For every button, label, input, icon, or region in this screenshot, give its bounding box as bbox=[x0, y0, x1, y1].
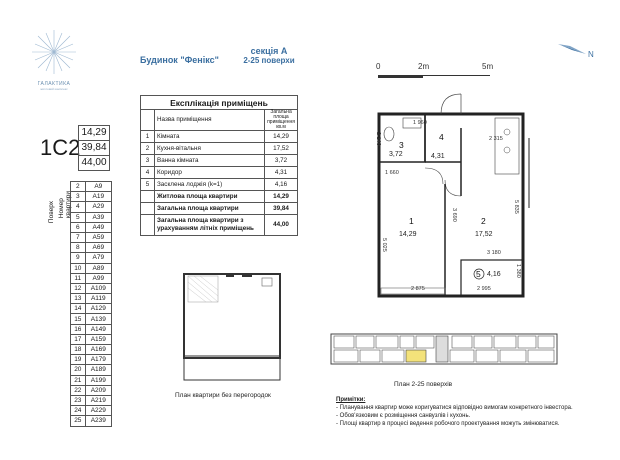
apartment-number: A149 bbox=[85, 324, 111, 334]
table-row bbox=[71, 345, 112, 355]
room-area-1: 14,29 bbox=[399, 231, 417, 238]
dim-3690: 3 690 bbox=[451, 208, 457, 222]
col-name-header: Назва приміщення bbox=[155, 110, 265, 131]
apartment-number: A189 bbox=[85, 365, 111, 375]
floor-number: 18 bbox=[71, 345, 86, 355]
floor-number: 25 bbox=[71, 416, 86, 426]
floor-number: 21 bbox=[71, 375, 86, 385]
floor-number: 3 bbox=[71, 192, 86, 202]
floor-number: 2 bbox=[71, 182, 86, 192]
explication-table bbox=[140, 95, 298, 236]
floor-number: 20 bbox=[71, 365, 86, 375]
compass bbox=[556, 40, 600, 64]
apartment-number: A119 bbox=[85, 294, 111, 304]
table-row bbox=[71, 273, 112, 283]
apartment-number: A129 bbox=[85, 304, 111, 314]
apartment-number: A229 bbox=[85, 406, 111, 416]
floor-plan-mini bbox=[330, 328, 558, 370]
floor-number: 23 bbox=[71, 395, 86, 405]
dim-5025: 5 025 bbox=[381, 238, 387, 252]
table-row bbox=[71, 385, 112, 395]
table-row bbox=[71, 324, 112, 334]
room-area-5: 4,16 bbox=[487, 271, 501, 278]
floor-number: 6 bbox=[71, 222, 86, 232]
floor-number: 8 bbox=[71, 243, 86, 253]
floor-number: 17 bbox=[71, 334, 86, 344]
logo-subtitle: житловий комплекс bbox=[40, 87, 68, 91]
dim-2995: 2 995 bbox=[477, 286, 491, 292]
scale-bar bbox=[374, 62, 504, 87]
dim-1380: 1 380 bbox=[515, 264, 521, 278]
apartment-number: A59 bbox=[85, 232, 111, 242]
floor-number: 19 bbox=[71, 355, 86, 365]
table-row bbox=[71, 416, 112, 426]
table-row: 2 Кухня-вітальня 17,52 bbox=[141, 143, 298, 155]
table-row bbox=[71, 406, 112, 416]
table-row bbox=[71, 192, 112, 202]
floor-number: 14 bbox=[71, 304, 86, 314]
dim-2875: 2 875 bbox=[411, 286, 425, 292]
table-row bbox=[71, 395, 112, 405]
table-row bbox=[71, 375, 112, 385]
open-plan-drawing bbox=[182, 272, 282, 382]
notes-title: Примітки: bbox=[336, 397, 366, 403]
apartment-number: A109 bbox=[85, 283, 111, 293]
apartment-number: A159 bbox=[85, 334, 111, 344]
section-line2: 2-25 поверхи bbox=[243, 56, 295, 65]
apt-area-room: 14,29 bbox=[78, 125, 110, 141]
scale-tick-0: 0 bbox=[376, 62, 381, 71]
table-row bbox=[71, 232, 112, 242]
floors-label: Поверх bbox=[48, 201, 55, 224]
table-row bbox=[71, 355, 112, 365]
caption-no-partitions: План квартири без перегородок bbox=[175, 392, 271, 399]
total-area-row: Загальна площа квартири 39,84 bbox=[141, 203, 298, 215]
apartment-number: A139 bbox=[85, 314, 111, 324]
table-row bbox=[71, 334, 112, 344]
section-title bbox=[234, 46, 304, 65]
apartment-plan-drawing bbox=[365, 88, 535, 308]
dim-2140: 2 140 bbox=[375, 132, 381, 146]
explication-title: Експлікація приміщень bbox=[141, 96, 298, 110]
dim-1960: 1 960 bbox=[413, 120, 427, 126]
apartment-number: A99 bbox=[85, 273, 111, 283]
apartment-number: A9 bbox=[85, 182, 111, 192]
apartment-number: A49 bbox=[85, 222, 111, 232]
room-area-4: 4,31 bbox=[431, 153, 445, 160]
apartment-number: A79 bbox=[85, 253, 111, 263]
apartment-number: A39 bbox=[85, 212, 111, 222]
caption-floor-plan: План 2-25 поверхів bbox=[394, 381, 453, 388]
apartment-code-box bbox=[40, 125, 112, 171]
floor-plan-drawing bbox=[330, 328, 558, 370]
room-num-3: 3 bbox=[399, 140, 404, 150]
floor-number: 4 bbox=[71, 202, 86, 212]
note-2: - Обов'язковим є розміщення санвузлів і кухонь. bbox=[336, 413, 471, 419]
table-row bbox=[71, 253, 112, 263]
apartment-code: 1C2 bbox=[40, 135, 81, 160]
room-area-2: 17,52 bbox=[475, 231, 493, 238]
table-row bbox=[71, 202, 112, 212]
apartment-number: A209 bbox=[85, 385, 111, 395]
room-num-2: 2 bbox=[481, 216, 486, 226]
table-row: 3 Ванна кімната 3,72 bbox=[141, 155, 298, 167]
apartment-number: A199 bbox=[85, 375, 111, 385]
plan-no-partitions bbox=[182, 272, 282, 382]
apartment-number: A19 bbox=[85, 192, 111, 202]
apt-area-total: 39,84 bbox=[78, 140, 110, 156]
room-num-4: 4 bbox=[439, 132, 444, 142]
floor-number: 11 bbox=[71, 273, 86, 283]
apartment-number: A219 bbox=[85, 395, 111, 405]
apartment-number: A169 bbox=[85, 345, 111, 355]
logo bbox=[24, 28, 84, 98]
scale-fill bbox=[378, 75, 423, 78]
scale-tick-2m: 2m bbox=[418, 62, 430, 71]
table-row bbox=[71, 283, 112, 293]
floor-number: 10 bbox=[71, 263, 86, 273]
table-row bbox=[71, 243, 112, 253]
floor-number: 7 bbox=[71, 232, 86, 242]
table-row bbox=[71, 294, 112, 304]
table-row bbox=[71, 263, 112, 273]
section-line1: секція А bbox=[250, 46, 288, 56]
floor-number: 24 bbox=[71, 406, 86, 416]
apartment-number: A239 bbox=[85, 416, 111, 426]
floor-number: 22 bbox=[71, 385, 86, 395]
room-area-3: 3,72 bbox=[389, 151, 403, 158]
table-row bbox=[71, 222, 112, 232]
note-3: - Площі квартир в процесі ведення робочого проектування можуть змінюватися. bbox=[336, 421, 560, 427]
dim-3180: 3 180 bbox=[487, 250, 501, 256]
summer-area-row: Загальна площа квартири з урахуванням літніх приміщень 44,00 bbox=[141, 215, 298, 236]
apartment-number: A89 bbox=[85, 263, 111, 273]
table-row: 5 Засклена лоджія (k=1) 4,16 bbox=[141, 179, 298, 191]
apartment-number: A29 bbox=[85, 202, 111, 212]
floor-number: 5 bbox=[71, 212, 86, 222]
floor-number: 9 bbox=[71, 253, 86, 263]
building-title: Будинок "Фенікс" bbox=[140, 55, 219, 65]
floor-number: 13 bbox=[71, 294, 86, 304]
table-row bbox=[71, 304, 112, 314]
floor-number: 12 bbox=[71, 283, 86, 293]
dim-1660: 1 660 bbox=[385, 170, 399, 176]
table-row bbox=[71, 314, 112, 324]
table-row: 4 Коридор 4,31 bbox=[141, 167, 298, 179]
apt-area-summer: 44,00 bbox=[78, 155, 110, 171]
apartment-number: A69 bbox=[85, 243, 111, 253]
scale-tick-5m: 5m bbox=[482, 62, 494, 71]
apartment-plan bbox=[365, 88, 535, 308]
dim-5835: 5 835 bbox=[513, 200, 519, 214]
col-area-header: Загальна площа приміщення кв.м bbox=[265, 110, 298, 131]
floor-number: 16 bbox=[71, 324, 86, 334]
table-row bbox=[71, 212, 112, 222]
logo-name: ГАЛАКТИКА bbox=[37, 81, 71, 87]
table-row: 1 Кімната 14,29 bbox=[141, 131, 298, 143]
floors-grid bbox=[70, 181, 112, 427]
starburst-logo-icon bbox=[24, 28, 84, 76]
table-row bbox=[71, 182, 112, 192]
room-num-1: 1 bbox=[409, 216, 414, 226]
living-area-row: Житлова площа квартири 14,29 bbox=[141, 191, 298, 203]
floor-number: 15 bbox=[71, 314, 86, 324]
table-row bbox=[71, 365, 112, 375]
notes bbox=[336, 396, 606, 428]
dim-2315: 2 315 bbox=[489, 136, 503, 142]
room-num-5: 5 bbox=[476, 269, 481, 279]
note-1: - Планування квартир може коригуватися відповідно вимогам конкретного інвестора. bbox=[336, 405, 573, 411]
compass-north-label: N bbox=[588, 50, 594, 59]
north-arrow-icon bbox=[556, 40, 590, 60]
apartment-number: A179 bbox=[85, 355, 111, 365]
apt-number-label: Номер квартири bbox=[58, 190, 72, 219]
